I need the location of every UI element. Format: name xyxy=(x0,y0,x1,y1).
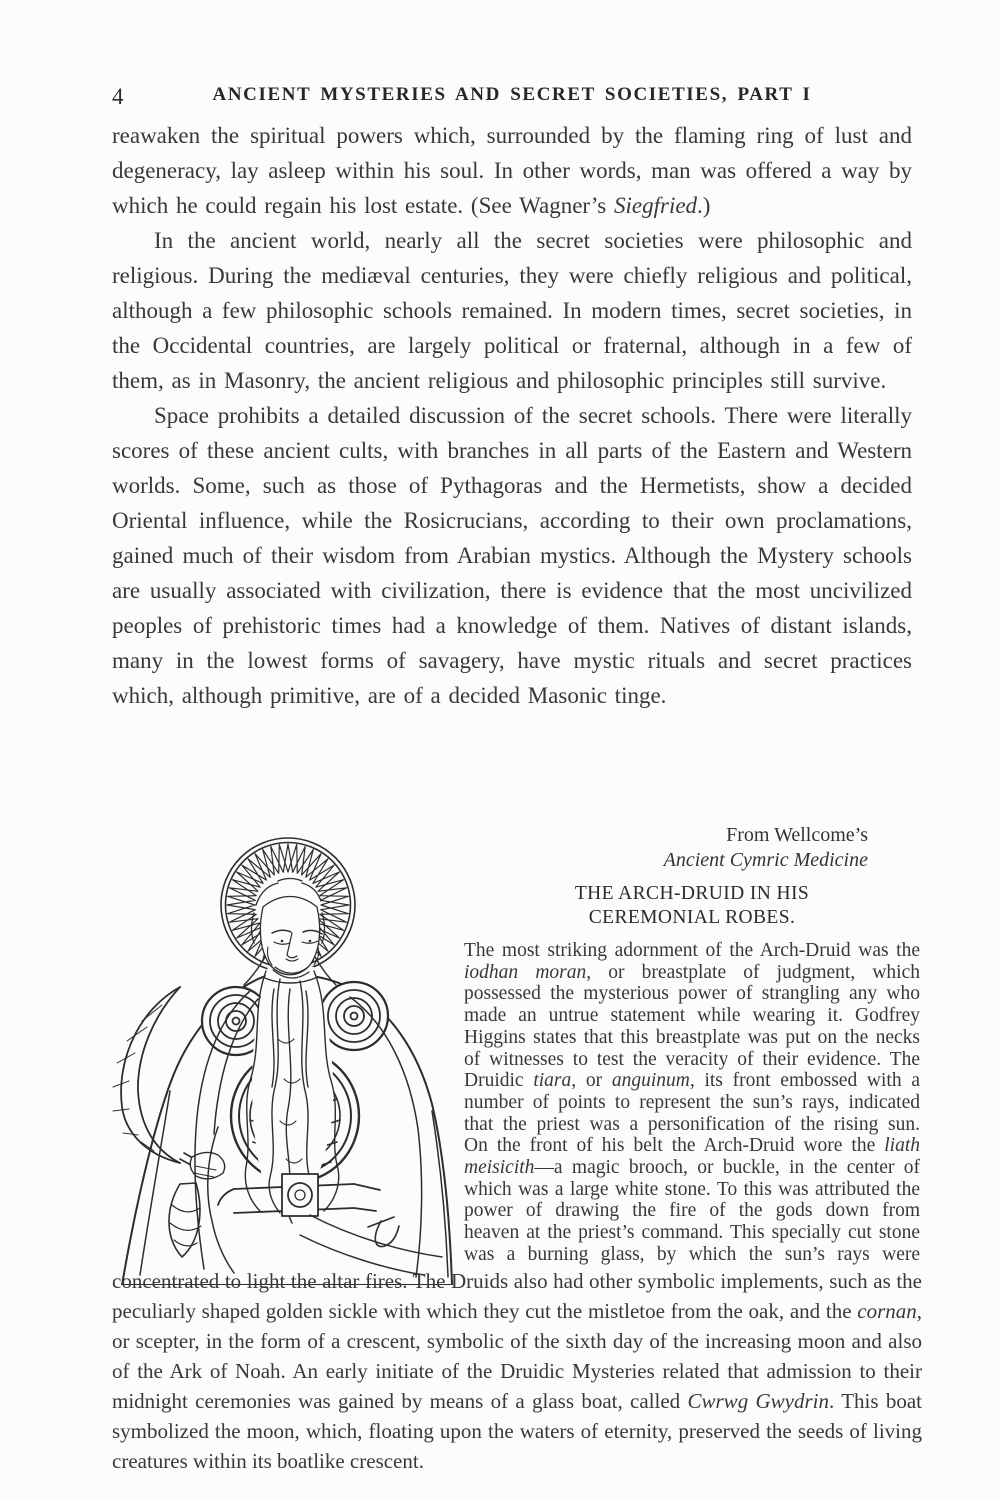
italic-book-title: Siegfried xyxy=(614,193,698,218)
figure-credit-source: From Wellcome’s xyxy=(726,824,868,846)
figure-text-continuation xyxy=(112,1266,922,1476)
text-segment-italic: liath meisicith xyxy=(464,1135,920,1179)
text-segment: The most striking adornment of the Arch-Druid was the xyxy=(464,940,920,961)
figure-caption-column xyxy=(464,823,920,1266)
text-segment: reawaken the spiritual powers which, surrounded by the flaming ring of lust and degeneracy, lay asleep within his soul. In other words, man was offered a way by which he could regain his lost estate. (See Wagner’s xyxy=(112,123,912,218)
running-head: ANCIENT MYSTERIES AND SECRET SOCIETIES, PART I xyxy=(212,84,812,105)
text-segment: , or scepter, in the form of a crescent, symbolic of the sixth day of the increasing moon and also of the Ark of Noah. An early initiate of the Druidic Mysteries related that admission to their midnight ceremonies was gained by means of a glass boat, called xyxy=(112,1299,922,1413)
text-segment: . This boat symbolized the moon, which, floating upon the waters of eternity, preserved the seeds of living creatures within its boatlike crescent. xyxy=(112,1389,922,1473)
figure-caption-line2: CEREMONIAL ROBES. xyxy=(588,907,796,928)
text-segment: .) xyxy=(697,193,711,218)
figure-text-column xyxy=(464,940,920,1266)
face xyxy=(252,879,325,979)
figure-caption-line1: THE ARCH-DRUID IN HIS xyxy=(574,883,810,904)
paragraph-1 xyxy=(112,118,912,223)
page-header xyxy=(112,84,912,114)
arch-druid-illustration xyxy=(100,829,460,1285)
figure-caption xyxy=(464,882,920,930)
body-text xyxy=(112,118,912,713)
text-segment-italic: anguinum xyxy=(611,1070,690,1092)
text-segment: , its front embossed with a number of points to represent the sun’s rays, indicated that the priest was a personification of the rising sun. On the front of his belt the Arch-Druid wore the xyxy=(464,1070,920,1157)
figure-section xyxy=(112,823,924,1293)
text-segment: concentrated to light the altar fires. The Druids also had other symbolic implements, such as the peculiarly shaped golden sickle with which they cut the mistletoe from the oak, and the xyxy=(112,1269,922,1323)
paragraph-3: Space prohibits a detailed discussion of the secret schools. There were literally scores of these ancient cults, with branches in all parts of the Eastern and Western worlds. Some, such as those of Pythagoras and the Hermetists, show a decided Oriental influence, while the Rosicrucians, according to their own proclamations, gained much of their wisdom from Arabian mystics. Although the Mystery schools are usually associated with civilization, there is evidence that the most uncivilized peoples of prehistoric times had a knowledge of them. Natives of distant islands, many in the lowest forms of savagery, have mystic rituals and secret practices which, although primitive, are of a decided Masonic tinge. xyxy=(112,403,912,708)
figure-credit-title: Ancient Cymric Medicine xyxy=(663,849,868,871)
text-segment-italic: tiara xyxy=(533,1070,572,1092)
arch-druid-drawing xyxy=(100,829,460,1285)
page-number: 4 xyxy=(112,84,124,109)
text-segment: —a magic brooch, or buckle, in the center of which was a large white stone. To this was attributed the power of drawing the fire of the gods down from heaven at the priest’s command. This specially cut stone was a burning glass, by which the sun’s rays were xyxy=(464,1157,920,1265)
text-segment-italic: Cwrwg Gwydrin xyxy=(687,1389,830,1413)
paragraph-2: In the ancient world, nearly all the secret societies were philosophic and religious. During the mediæval centuries, they were chiefly religious and political, although a few philosophic schools remained. In modern times, secret societies, in the Occidental countries, are largely political or fraternal, although in a few of them, as in Masonry, the ancient religious and philosophic principles still survive. xyxy=(112,228,912,393)
text-segment-italic: iodhan moran xyxy=(464,961,587,983)
text-segment-italic: cornan xyxy=(857,1299,917,1323)
text-segment: , or breastplate of judgment, which possessed the mysterious power of strangling any who made an untrue statement while wearing it. Godfrey Higgins states that this breastplate was put on the necks of witnesses to test the veracity of their evidence. The Druidic xyxy=(464,961,920,1092)
text-segment: , or xyxy=(571,1070,612,1092)
